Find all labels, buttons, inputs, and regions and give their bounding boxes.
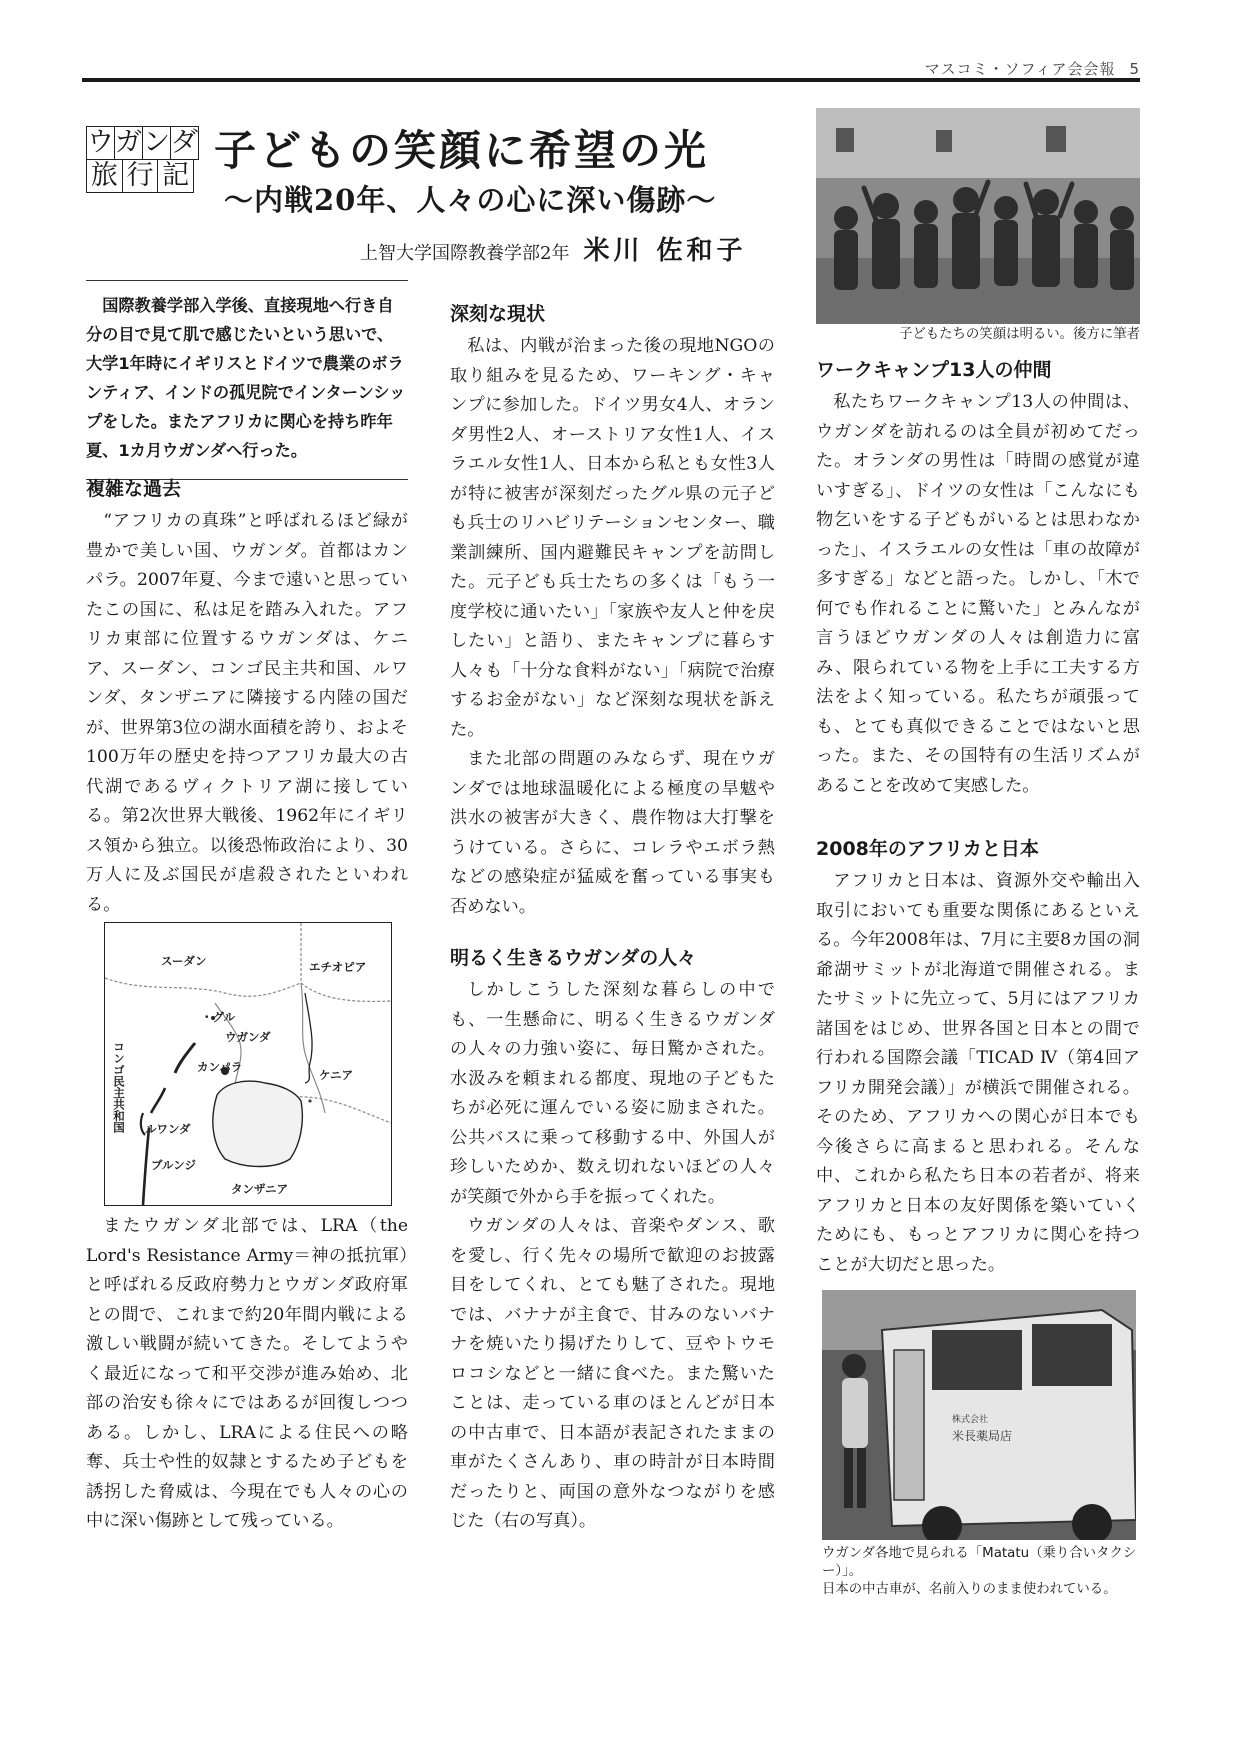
- section-heading: 複雑な過去: [86, 478, 182, 500]
- tag-char: 行: [123, 160, 159, 193]
- map-label-tanzania: タンザニア: [231, 1182, 289, 1196]
- matatu-photo-image: [822, 1290, 1136, 1540]
- map-label-uganda: ウガンダ: [225, 1030, 271, 1044]
- tag-char: ダ: [171, 127, 198, 158]
- header-rule: [82, 78, 1140, 82]
- matatu-photo: [822, 1290, 1136, 1540]
- page-number: 5: [1129, 60, 1140, 78]
- byline: [360, 230, 747, 267]
- publication-name: マスコミ・ソフィア会会報: [924, 60, 1116, 78]
- section-heading: 2008年のアフリカと日本: [816, 838, 1039, 860]
- section-heading: 明るく生きるウガンダの人々: [450, 947, 697, 969]
- van-lettering: 株式会社: [952, 1415, 989, 1425]
- page-header: [925, 58, 1140, 79]
- map-label-congo: コンゴ民主共和国: [112, 1041, 126, 1133]
- paragraph: しかしこうした深刻な暮らしの中でも、一生懸命に、明るく生きるウガンダの人々の力強い姿に、毎日驚かされた。水汲みを頼まれる都度、現地の子どもたちが必死に運んでいる姿に励まされた。公共バスに乗って移動する中、外国人が珍しいためか、数え切れないほどの人々が笑顔で外から手を振ってくれた。: [450, 980, 775, 1207]
- column-3: [816, 356, 1140, 1280]
- tag-char: ン: [143, 127, 170, 158]
- lake-edward: [151, 1088, 165, 1113]
- author-name: 米川 佐和子: [583, 236, 747, 266]
- photo2-caption: [822, 1545, 1152, 1599]
- paragraph: 私は、内戦が治まった後の現地NGOの取り組みを見るため、ワーキング・キャンプに参加した。ドイツ男女4人、オランダ男性2人、オーストリア女性1人、イスラエル女性1人、日本から私とも女性3人が特に被害が深刻だったグル県の元子ども兵士のリハビリテーションセンター、職業訓練所、国内避難民キャンプを訪問した。元子ども兵士たちの多くは「もう一度学校に通いたい」「家族や友人と仲を戻したい」と語り、またキャンプに暮らす人々も「十分な食料がない」「病院で治療するお金がない」など深刻な現状を訴えた。: [450, 336, 775, 740]
- children-photo: [816, 108, 1140, 324]
- section-heading: 深刻な現状: [450, 303, 546, 325]
- photo2-caption-line1: ウガンダ各地で見られる「Matatu（乗り合いタクシー）」。: [822, 1546, 1137, 1579]
- lake-albert: [175, 1043, 195, 1073]
- lead-paragraph: 国際教養学部入学後、直接現地へ行き自分の目で見て肌で感じたいという思いで、大学1年時にイギリスとドイツで農業のボランティア、インドの孤児院でインターンシップをした。またアフリカに関心を持ち昨年夏、1カ月ウガンダへ行った。: [86, 280, 408, 480]
- van-lettering: 米長薬局店: [952, 1429, 1013, 1443]
- photo2-caption-line2: 日本の中古車が、名前入りのまま使われている。: [822, 1582, 1117, 1597]
- paragraph: またウガンダ北部では、LRA（the Lord's Resistance Army＝神の抵抗軍）と呼ばれる反政府勢力とウガンダ政府軍との間で、これまで約20年間内戦による激しい戦闘が続いてきた。そしてようやく最近になって和平交渉が進み始め、北部の治安も徐々にではあるが回復しつつある。しかし、LRAによる住民への略奪、兵士や性的奴隷とするため子どもを誘拐した脅威は、今現在でも人々の心の中に深い傷跡として残っている。: [86, 1216, 408, 1531]
- children-photo-image: [816, 108, 1140, 324]
- border-sudan: [105, 978, 301, 996]
- map-label-rwanda: ルワンダ: [145, 1122, 191, 1136]
- section-past: [86, 475, 408, 920]
- map-label-gulu: ・グル: [201, 1010, 236, 1024]
- section-past-continued: [86, 1212, 408, 1537]
- tag-char: ガ: [115, 127, 142, 158]
- uganda-map: [104, 922, 392, 1206]
- map-label-ethiopia: エチオピア: [309, 960, 367, 974]
- map-dot: [308, 1099, 311, 1102]
- tag-char: ウ: [87, 127, 114, 158]
- paragraph: ウガンダの人々は、音楽やダンス、歌を愛し、行く先々の場所で歓迎のお披露目をしてくれ、とても魅了された。現地では、バナナが主食で、甘みのないバナナを焼いたり揚げたりして、豆やトウモロコシなどと一緒に食べた。また驚いたことは、走っている車のほとんどが日本の中古車で、日本語が表記されたままの車がたくさんあり、車の時計が日本時間だったりと、両国の意外なつながりを感じた（右の写真）。: [450, 1216, 775, 1531]
- border-kenya: [301, 983, 325, 1113]
- lake-tanganyika: [143, 1128, 149, 1205]
- photo1-caption: 子どもたちの笑顔は明るい。後方に筆者: [898, 327, 1140, 342]
- paragraph: アフリカと日本は、資源外交や輸出入取引においても重要な関係にあるといえる。今年2008年は、7月に主要8カ国の洞爺湖サミットが北海道で開催される。またサミットに先立って、5月にはアフリカ諸国をはじめ、世界各国と日本との間で行われる国際会議「TICAD Ⅳ（第4回アフリカ開発会議）」が横浜で開催される。そのため、アフリカへの関心が日本でも今後さらに高まると思われる。そんな中、これから私たち日本の若者が、将来アフリカと日本の友好関係を築いていくためにも、もっとアフリカに関心を持つことが大切だと思った。: [816, 871, 1140, 1275]
- map-label-burundi: ブルンジ: [151, 1158, 196, 1172]
- author-affiliation: 上智大学国際教養学部2年: [360, 243, 570, 264]
- lake-victoria: [213, 1081, 303, 1166]
- map-label-sudan: スーダン: [161, 954, 207, 968]
- section-heading: ワークキャンプ13人の仲間: [816, 359, 1052, 381]
- article-title: 子どもの笑顔に希望の光: [214, 126, 710, 175]
- map-label-kenya: ケニア: [319, 1068, 354, 1082]
- map-label-kampala: カンパラ: [197, 1060, 243, 1074]
- paragraph: 私たちワークキャンプ13人の仲間は、ウガンダを訪れるのは全員が初めてだった。オランダの男性は「時間の感覚が違いすぎる」、ドイツの女性は「こんなにも物乞いをする子どもがいるとは思わなかった」、イスラエルの女性は「車の故障が多すぎる」などと語った。しかし、「木で何でも作れることに驚いた」とみんなが言うほどウガンダの人々は創造力に富み、限られている物を上手に工夫する方法をよく知っている。私たちが頑張っても、とても真似できることではないと思った。また、その国特有の生活リズムがあることを改めて実感した。: [816, 392, 1140, 796]
- paragraph: また北部の問題のみならず、現在ウガンダでは地球温暖化による極度の旱魃や洪水の被害が大きく、農作物は大打撃をうけている。さらに、コレラやエボラ熱などの感染症が猛威を奮っている事実も否めない。: [450, 749, 775, 917]
- column-2: [450, 300, 775, 1537]
- category-tag: [86, 126, 198, 193]
- tag-char: 記: [158, 160, 194, 193]
- tag-char: 旅: [86, 160, 123, 193]
- paragraph: “アフリカの真珠”と呼ばれるほど緑が豊かで美しい国、ウガンダ。首都はカンパラ。2007年夏、今まで遠いと思っていたこの国に、私は足を踏み入れた。アフリカ東部に位置するウガンダは、ケニア、スーダン、コンゴ民主共和国、ルワンダ、タンザニアに隣接する内陸の国だが、世界第3位の湖水面積を誇り、およそ100万年の歴史を持つアフリカ最大の古代湖であるヴィクトリア湖に接している。第2次世界大戦後、1962年にイギリス領から独立。以後恐怖政治により、30万人に及ぶ国民が虐殺されたといわれる。: [86, 511, 408, 915]
- article-subtitle: ～内戦20年、人々の心に深い傷跡～: [224, 183, 717, 217]
